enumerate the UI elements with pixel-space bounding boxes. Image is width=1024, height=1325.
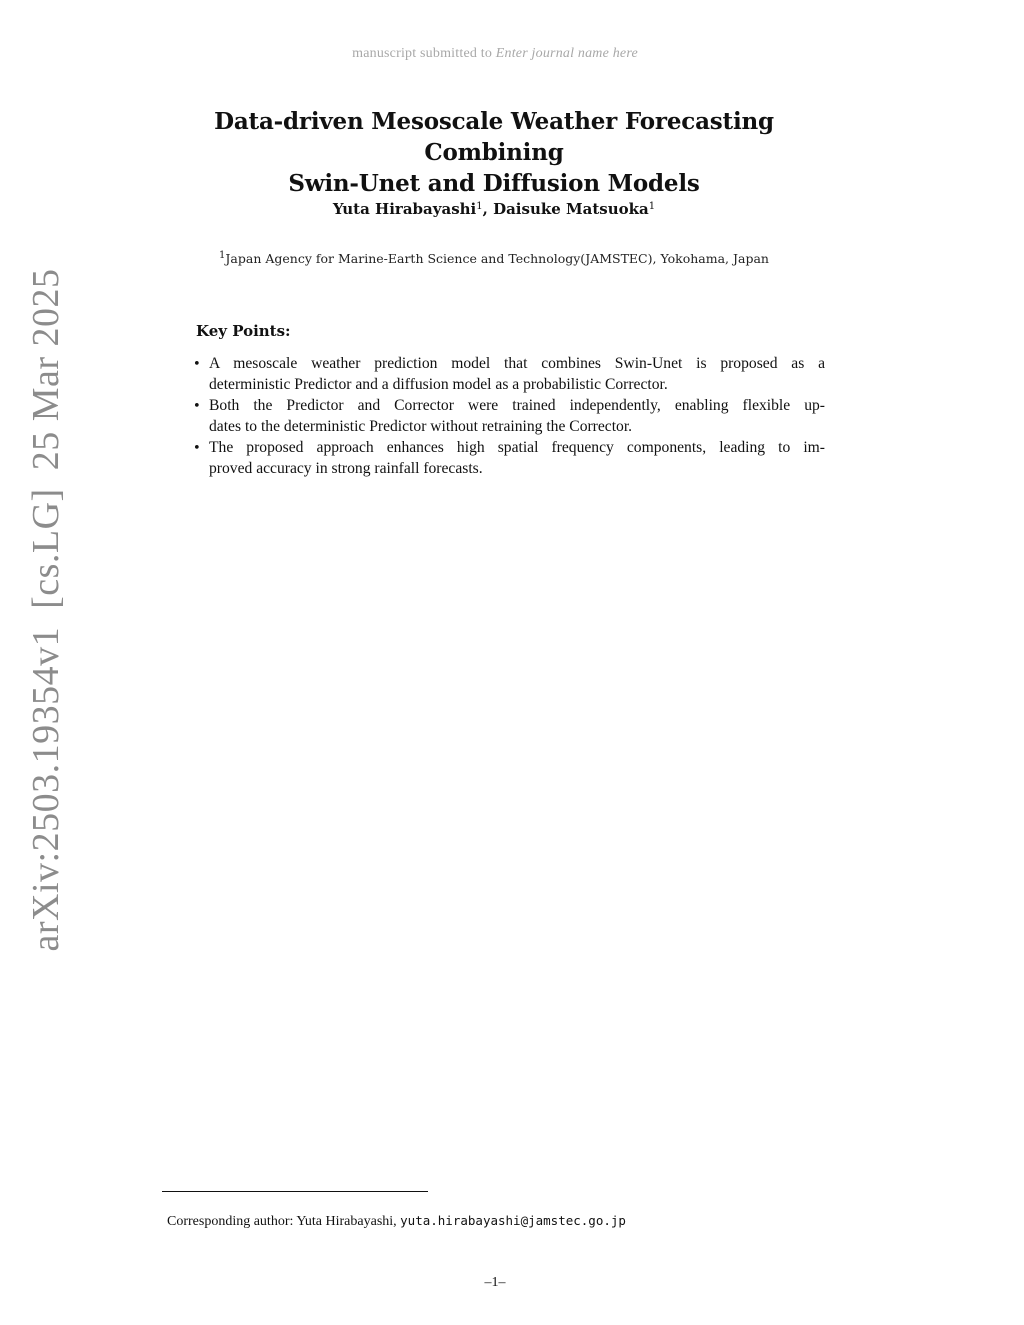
key-point-line: The proposed approach enhances high spatial frequency components, leading to im- [209, 439, 825, 456]
author-affil-mark: 1 [648, 201, 656, 212]
running-head-prefix: manuscript submitted to [352, 46, 493, 61]
footnote-label: Corresponding author: Yuta Hirabayashi, [167, 1214, 397, 1229]
author-affil-mark: 1 [476, 201, 483, 212]
key-points-heading: Key Points: [196, 322, 291, 340]
author-separator: , [482, 200, 494, 218]
running-head-journal: Enter journal name here [495, 46, 638, 61]
key-point-text [209, 354, 825, 395]
bullet-icon: • [193, 441, 201, 456]
arxiv-date: 25 Mar 2025 [25, 268, 67, 471]
affiliation-mark: 1 [219, 250, 226, 261]
key-point-item [193, 354, 825, 395]
key-point-item [193, 438, 825, 479]
author-list [160, 200, 828, 218]
key-point-line: proved accuracy in strong rainfall forecasts. [209, 459, 483, 477]
arxiv-side-stamp [24, 268, 68, 951]
footnote-rule [162, 1191, 428, 1192]
key-point-text [209, 396, 825, 437]
arxiv-id: arXiv:2503.19354v1 [25, 626, 67, 952]
affiliation-text: Japan Agency for Marine-Earth Science and Technology(JAMSTEC), Yokohama, Japan [225, 251, 769, 266]
author-name: Daisuke Matsuoka [493, 200, 649, 218]
key-point-line: dates to the deterministic Predictor without retraining the Corrector. [209, 417, 633, 435]
key-point-text [209, 438, 825, 479]
running-head [0, 46, 990, 62]
author-name: Yuta Hirabayashi [332, 200, 477, 218]
bullet-icon: • [193, 357, 201, 372]
page-number: –1– [484, 1275, 506, 1290]
key-points-list [193, 354, 825, 480]
title-line-2: Swin-Unet and Diffusion Models [288, 170, 700, 197]
title-line-1: Data-driven Mesoscale Weather Forecasting Combining [214, 108, 774, 166]
arxiv-category: [cs.LG] [25, 488, 67, 609]
affiliation [160, 250, 828, 266]
author-email-link[interactable]: yuta.hirabayashi@jamstec.go.jp [400, 1213, 626, 1228]
bullet-icon: • [193, 399, 201, 414]
key-point-item [193, 396, 825, 437]
key-point-line: A mesoscale weather prediction model that combines Swin-Unet is proposed as a [209, 355, 825, 372]
key-point-line: deterministic Predictor and a diffusion model as a probabilistic Corrector. [209, 375, 668, 393]
key-point-line: Both the Predictor and Corrector were trained independently, enabling flexible up- [209, 397, 825, 414]
corresponding-author-footnote [167, 1213, 626, 1230]
paper-title [160, 106, 828, 199]
